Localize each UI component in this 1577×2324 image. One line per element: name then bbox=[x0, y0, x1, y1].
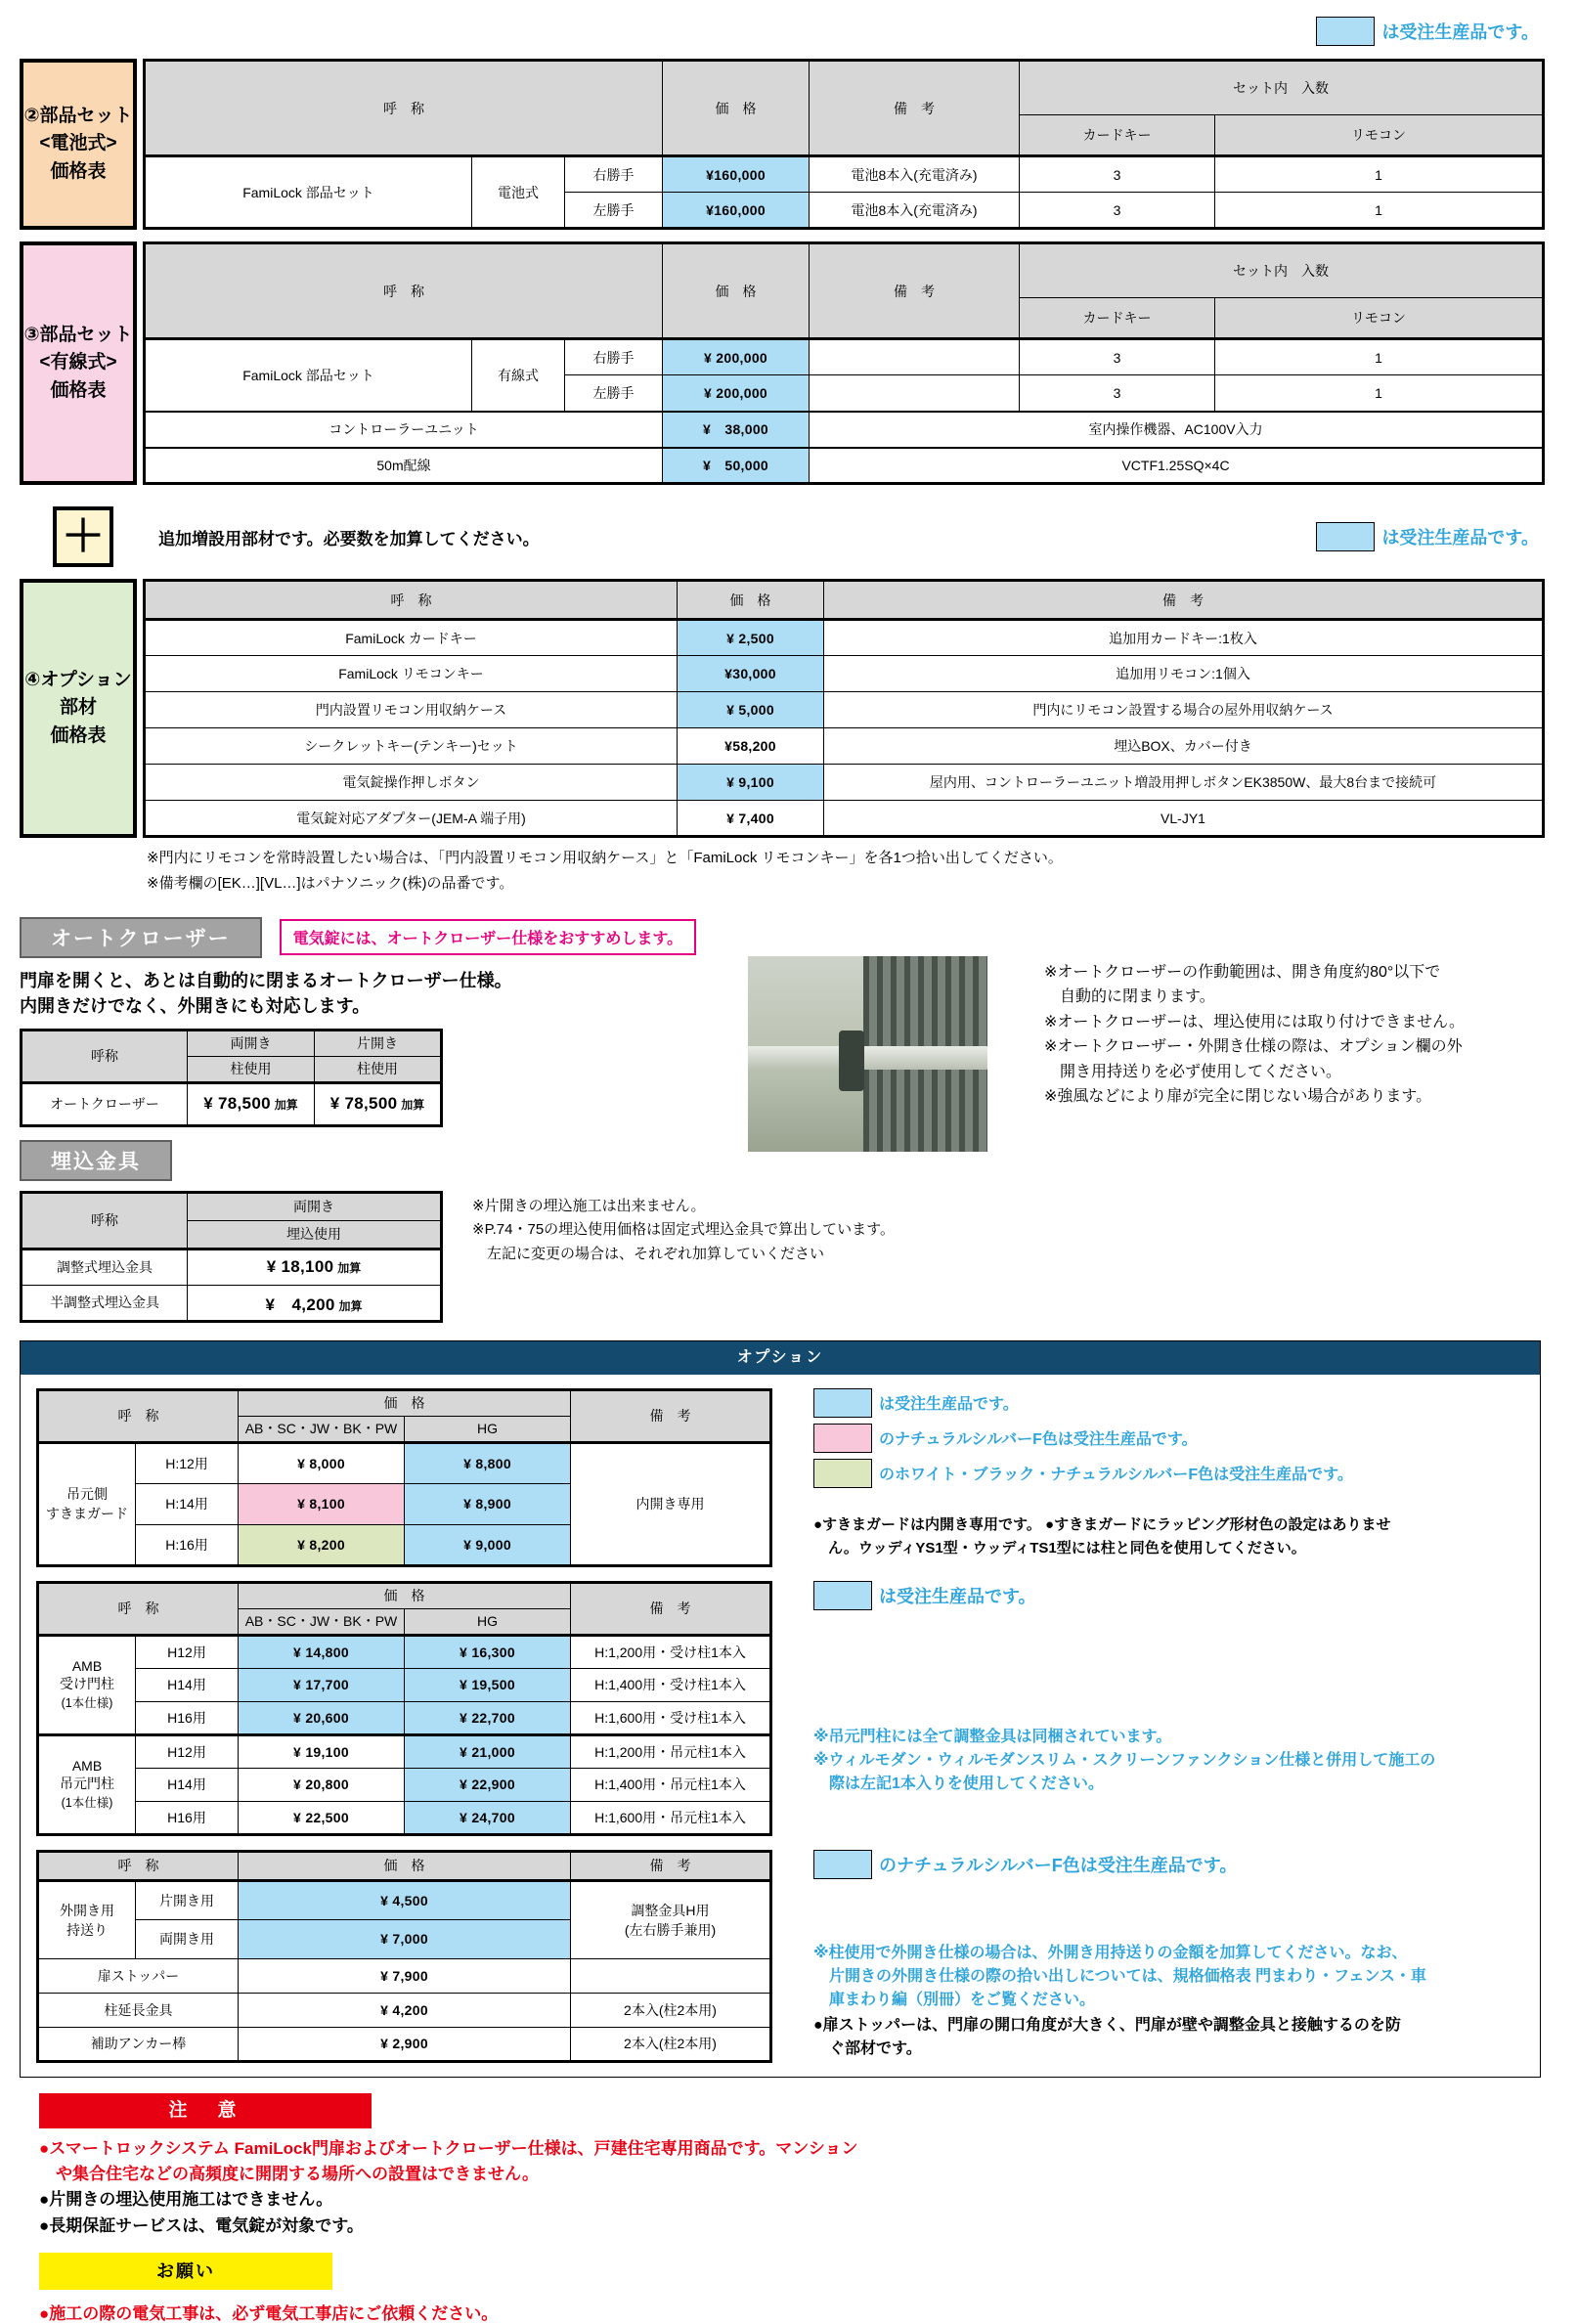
bracket-notes-blue bbox=[813, 1942, 1524, 2012]
cell-price: ¥ 4,200 bbox=[239, 1993, 571, 2027]
cell-type: 電池式 bbox=[472, 156, 565, 229]
table-row bbox=[22, 1249, 442, 1285]
cell-price: ¥ 200,000 bbox=[663, 375, 810, 412]
plus-icon: ＋ bbox=[53, 506, 113, 567]
add-suffix: 加算 bbox=[337, 1261, 362, 1275]
cell-product: FamiLock 部品セット bbox=[145, 339, 472, 412]
label-line: 価格表 bbox=[50, 379, 107, 401]
auto-closer-section bbox=[20, 917, 1541, 1124]
gap-guard-bullets bbox=[813, 1513, 1524, 1560]
option-parts-label bbox=[20, 579, 137, 838]
table-row bbox=[145, 448, 1544, 484]
header-double: 両開き bbox=[188, 1030, 315, 1056]
note-line: ※オートクローザーは、埋込使用には取り付けできません。 bbox=[1044, 1013, 1466, 1030]
table-row bbox=[145, 801, 1544, 837]
cell-price: ¥ 38,000 bbox=[663, 412, 810, 448]
cell-price: ¥160,000 bbox=[663, 156, 810, 193]
table-row bbox=[145, 692, 1544, 728]
group-line: (1本仕様) bbox=[61, 1696, 113, 1710]
note-line: ※P.74・75の埋込使用価格は固定式埋込金具で算出しています。 bbox=[472, 1221, 895, 1239]
note-line: ※オートクローザーの作動範囲は、開き角度約80°以下で bbox=[1044, 963, 1441, 981]
gap-guard-price-table bbox=[36, 1388, 772, 1567]
caution-line: や集合住宅などの高頻度に開閉する場所への設置はできません。 bbox=[39, 2164, 540, 2183]
cell-remote-qty: 1 bbox=[1215, 375, 1544, 412]
note-line: ※備考欄の[EK…][VL…]はパナソニック(株)の品番です。 bbox=[147, 875, 514, 893]
cell-price-hg: ¥ 16,300 bbox=[405, 1635, 571, 1668]
green-swatch-icon bbox=[813, 1459, 872, 1488]
table-row bbox=[38, 1442, 771, 1483]
cell-remark: 室内操作機器、AC100V入力 bbox=[810, 412, 1544, 448]
request-title: お願い bbox=[39, 2253, 332, 2290]
cell-remark: H:1,200用・吊元柱1本入 bbox=[571, 1734, 771, 1768]
header-remark: 備 考 bbox=[810, 243, 1020, 339]
bracket-notes-panel bbox=[772, 1850, 1524, 2061]
cell-price: ¥ 50,000 bbox=[663, 448, 810, 484]
table-row bbox=[38, 1958, 771, 1993]
blue-swatch-icon bbox=[813, 1850, 872, 1879]
option-parts-price-table bbox=[143, 579, 1545, 838]
legend-text: は受注生産品です。 bbox=[879, 1396, 1019, 1413]
bracket-notes-black bbox=[813, 2014, 1524, 2061]
header-colors-ab: AB・SC・JW・BK・PW bbox=[239, 1608, 405, 1635]
auto-closer-photo bbox=[748, 956, 987, 1152]
blue-swatch-icon bbox=[1316, 17, 1375, 46]
blue-swatch-icon bbox=[1316, 522, 1375, 551]
table-row bbox=[22, 1082, 442, 1125]
cell-size: H:12用 bbox=[136, 1442, 239, 1483]
table-header-row bbox=[22, 1192, 442, 1220]
cell-price bbox=[315, 1082, 442, 1125]
cell-size: H14用 bbox=[136, 1768, 239, 1801]
cell-hand: 左勝手 bbox=[565, 375, 663, 412]
table-header-row bbox=[22, 1030, 442, 1056]
price-value: ¥ 78,500 bbox=[329, 1094, 398, 1114]
cell-price-ab: ¥ 22,500 bbox=[239, 1801, 405, 1834]
option-parts-section bbox=[20, 579, 1541, 838]
note-line: ※強風などにより扉が完全に閉じない場合があります。 bbox=[1044, 1088, 1432, 1106]
caution-line: ●スマートロックシステム FamiLock門扉およびオートクローザー仕様は、戸建住宅専用商品です。マンション bbox=[39, 2138, 858, 2158]
header-pillar: 柱使用 bbox=[188, 1056, 315, 1082]
cell-price: ¥30,000 bbox=[678, 656, 824, 692]
table-row bbox=[145, 412, 1544, 448]
pink-swatch-icon bbox=[813, 1424, 872, 1453]
cell-price: ¥ 7,400 bbox=[678, 801, 824, 837]
legend-pink bbox=[813, 1424, 1524, 1453]
header-price: 価 格 bbox=[663, 61, 810, 156]
cell-name: シークレットキー(テンキー)セット bbox=[145, 728, 678, 765]
cell-remark bbox=[571, 1958, 771, 1993]
remark-line: (左右勝手兼用) bbox=[624, 1921, 717, 1938]
group-line: AMB bbox=[71, 1758, 103, 1774]
header-remote: リモコン bbox=[1215, 298, 1544, 339]
cell-remark: 2本入(柱2本用) bbox=[571, 2027, 771, 2061]
option-section-title: オプション bbox=[21, 1341, 1540, 1375]
table-row bbox=[145, 156, 1544, 193]
label-line: <電池式> bbox=[39, 133, 117, 154]
cell-price: ¥ 7,900 bbox=[239, 1958, 571, 1993]
note-line: 自動的に閉まります。 bbox=[1044, 988, 1215, 1006]
table-header-row bbox=[145, 243, 1544, 298]
cell-price bbox=[188, 1249, 442, 1285]
gate-rail bbox=[748, 1046, 987, 1070]
group-line: 吊元門柱 bbox=[60, 1776, 114, 1791]
cell-price: ¥ 2,900 bbox=[239, 2027, 571, 2061]
legend-blue bbox=[813, 1850, 1524, 1879]
option-section bbox=[20, 1340, 1541, 2078]
cell-price: ¥ 200,000 bbox=[663, 339, 810, 375]
header-pillar: 柱使用 bbox=[315, 1056, 442, 1082]
cell-name: 門内設置リモコン用収納ケース bbox=[145, 692, 678, 728]
note-line: ※吊元門柱には全て調整金具は同梱されています。 bbox=[813, 1728, 1172, 1745]
note-line: 開き用持送りを必ず使用してください。 bbox=[1044, 1063, 1342, 1080]
cell-size: H:16用 bbox=[136, 1524, 239, 1565]
gap-guard-notes-panel bbox=[772, 1388, 1524, 1560]
auto-closer-title: オートクローザー bbox=[20, 917, 262, 958]
header-colors-ab: AB・SC・JW・BK・PW bbox=[239, 1416, 405, 1442]
header-single: 片開き bbox=[315, 1030, 442, 1056]
cell-price-ab: ¥ 8,200 bbox=[239, 1524, 405, 1565]
group-line: AMB bbox=[71, 1658, 103, 1674]
cell-name: FamiLock リモコンキー bbox=[145, 656, 678, 692]
cell-name: 半調整式埋込金具 bbox=[22, 1285, 188, 1321]
embed-fitting-notes bbox=[472, 1191, 895, 1267]
embed-fitting-price-table bbox=[20, 1191, 443, 1323]
header-price: 価 格 bbox=[678, 581, 824, 620]
header-set-qty: セット内 入数 bbox=[1020, 243, 1544, 298]
header-price: 価 格 bbox=[239, 1582, 571, 1608]
cell-name: 調整式埋込金具 bbox=[22, 1249, 188, 1285]
desc-line: 内開きだけでなく、外開きにも対応します。 bbox=[20, 995, 371, 1016]
add-suffix: 加算 bbox=[338, 1298, 363, 1313]
add-suffix: 加算 bbox=[401, 1098, 425, 1113]
made-to-order-legend-mid bbox=[1316, 522, 1539, 551]
cell-remark: H:1,400用・吊元柱1本入 bbox=[571, 1768, 771, 1801]
cell-price-ab: ¥ 8,100 bbox=[239, 1483, 405, 1524]
note-line: ●扉ストッパーは、門扉の開口角度が大きく、門扉が壁や調整金具と接触するのを防 bbox=[813, 2016, 1401, 2034]
cell-size: H:14用 bbox=[136, 1483, 239, 1524]
table-row bbox=[38, 1734, 771, 1768]
label-line: ③部品セット bbox=[23, 324, 133, 345]
note-line: 庫まわり編（別冊）をご覧ください。 bbox=[813, 1991, 1096, 2008]
cell-product: FamiLock 部品セット bbox=[145, 156, 472, 229]
header-name: 呼 称 bbox=[38, 1851, 239, 1880]
cell-card-qty: 3 bbox=[1020, 193, 1215, 229]
cell-hand: 右勝手 bbox=[565, 339, 663, 375]
note-line: ※ウィルモダン・ウィルモダンスリム・スクリーンファンクション仕様と併用して施工の bbox=[813, 1751, 1436, 1769]
embed-fitting-section bbox=[20, 1140, 1541, 1323]
group-line: 吊元側 bbox=[66, 1486, 108, 1502]
header-name: 呼称 bbox=[22, 1192, 188, 1249]
header-name: 呼 称 bbox=[145, 61, 663, 156]
cell-remark: H:1,400用・受け柱1本入 bbox=[571, 1668, 771, 1701]
cell-group bbox=[38, 1734, 136, 1834]
cell-price: ¥ 9,100 bbox=[678, 765, 824, 801]
option-parts-notes bbox=[147, 846, 1560, 898]
cell-price-ab: ¥ 19,100 bbox=[239, 1734, 405, 1768]
cell-remark: H:1,200用・受け柱1本入 bbox=[571, 1635, 771, 1668]
cell-remark: 電池8本入(充電済み) bbox=[810, 193, 1020, 229]
header-name: 呼 称 bbox=[145, 581, 678, 620]
battery-set-price-table bbox=[143, 59, 1545, 230]
group-line: 持送り bbox=[66, 1921, 108, 1938]
note-line: ●すきまガードは内開き専用です。 ●すきまガードにラッピング形材色の設定はありませ bbox=[813, 1515, 1391, 1533]
header-remote: リモコン bbox=[1215, 115, 1544, 156]
cell-remark bbox=[810, 375, 1020, 412]
auto-closer-recommend-note: 電気錠には、オートクローザー仕様をおすすめします。 bbox=[280, 919, 697, 955]
table-row bbox=[38, 1701, 771, 1734]
legend-blue bbox=[813, 1581, 1524, 1610]
label-line: <有線式> bbox=[39, 352, 117, 373]
header-name: 呼 称 bbox=[145, 243, 663, 339]
table-row bbox=[38, 1668, 771, 1701]
cell-card-qty: 3 bbox=[1020, 375, 1215, 412]
cell-remote-qty: 1 bbox=[1215, 156, 1544, 193]
cell-price-ab: ¥ 20,800 bbox=[239, 1768, 405, 1801]
note-line: ※門内にリモコンを常時設置したい場合は、「門内設置リモコン用収納ケース」と「FamiLock リモコンキー」を各1つ拾い出してください。 bbox=[147, 850, 1063, 866]
bracket-price-table bbox=[36, 1850, 772, 2063]
legend-text: は受注生産品です。 bbox=[1381, 528, 1539, 548]
gate-hinge bbox=[839, 1030, 864, 1091]
cell-remark: H:1,600用・受け柱1本入 bbox=[571, 1701, 771, 1734]
table-row bbox=[38, 1993, 771, 2027]
cell-name: FamiLock カードキー bbox=[145, 620, 678, 656]
legend-text: のナチュラルシルバーF色は受注生産品です。 bbox=[879, 1855, 1238, 1875]
amb-pillar-price-table bbox=[36, 1581, 772, 1836]
wired-set-label bbox=[20, 241, 137, 485]
table-row bbox=[38, 1635, 771, 1668]
request-line: ●施工の際の電気工事は、必ず電気工事店にご依頼ください。 bbox=[39, 2303, 499, 2323]
cell-price-hg: ¥ 21,000 bbox=[405, 1734, 571, 1768]
cell-size: H12用 bbox=[136, 1734, 239, 1768]
header-remark: 備 考 bbox=[571, 1851, 771, 1880]
header-price: 価 格 bbox=[239, 1389, 571, 1416]
wired-set-price-table bbox=[143, 241, 1545, 485]
cell-size: H14用 bbox=[136, 1668, 239, 1701]
header-remark: 備 考 bbox=[810, 61, 1020, 156]
battery-set-section bbox=[20, 59, 1541, 230]
note-line: 際は左記1本入りを使用してください。 bbox=[813, 1775, 1104, 1792]
header-price: 価 格 bbox=[239, 1851, 571, 1880]
cell-price: ¥ 5,000 bbox=[678, 692, 824, 728]
table-row bbox=[145, 620, 1544, 656]
caution-lines bbox=[39, 2136, 1560, 2239]
cell-price-hg: ¥ 8,900 bbox=[405, 1483, 571, 1524]
cell-remark: VCTF1.25SQ×4C bbox=[810, 448, 1544, 484]
table-row bbox=[145, 656, 1544, 692]
table-row bbox=[145, 765, 1544, 801]
note-line: 左記に変更の場合は、それぞれ加算していください bbox=[472, 1246, 825, 1262]
caution-line: ●長期保証サービスは、電気錠が対象です。 bbox=[39, 2215, 364, 2235]
amb-pillar-notes bbox=[813, 1726, 1524, 1796]
header-card-key: カードキー bbox=[1020, 115, 1215, 156]
cell-price-hg: ¥ 19,500 bbox=[405, 1668, 571, 1701]
table-row bbox=[38, 1801, 771, 1834]
cell-size: H16用 bbox=[136, 1701, 239, 1734]
cell-remark bbox=[571, 1880, 771, 1958]
label-line: ②部品セット bbox=[23, 105, 133, 126]
header-card-key: カードキー bbox=[1020, 298, 1215, 339]
cell-name: 50m配線 bbox=[145, 448, 663, 484]
wired-set-section bbox=[20, 241, 1541, 485]
table-row bbox=[145, 339, 1544, 375]
cell-remote-qty: 1 bbox=[1215, 339, 1544, 375]
cell-group bbox=[38, 1880, 136, 1958]
cell-remark: 電池8本入(充電済み) bbox=[810, 156, 1020, 193]
blue-swatch-icon bbox=[813, 1581, 872, 1610]
cell-price-ab: ¥ 8,000 bbox=[239, 1442, 405, 1483]
cell-price bbox=[188, 1082, 315, 1125]
header-remark: 備 考 bbox=[824, 581, 1544, 620]
group-line: すきまガード bbox=[46, 1506, 128, 1521]
header-name: 呼称 bbox=[22, 1030, 188, 1082]
header-remark: 備 考 bbox=[571, 1389, 771, 1442]
cell-name: 電気錠操作押しボタン bbox=[145, 765, 678, 801]
gap-guard-group bbox=[21, 1375, 1540, 1567]
auto-closer-price-table bbox=[20, 1029, 443, 1127]
cell-group bbox=[38, 1442, 136, 1565]
cell-price-ab: ¥ 17,700 bbox=[239, 1668, 405, 1701]
table-header-row bbox=[145, 581, 1544, 620]
legend-text: のホワイト・ブラック・ナチュラルシルバーF色は受注生産品です。 bbox=[879, 1467, 1353, 1483]
cell-price-hg: ¥ 24,700 bbox=[405, 1801, 571, 1834]
made-to-order-legend-top bbox=[0, 0, 1560, 47]
cell-remark bbox=[810, 339, 1020, 375]
caution-line: ●片開きの埋込使用施工はできません。 bbox=[39, 2190, 333, 2210]
label-line: ④オプション bbox=[24, 669, 132, 690]
cell-remark: 埋込BOX、カバー付き bbox=[824, 728, 1544, 765]
note-line: ぐ部材です。 bbox=[813, 2039, 922, 2057]
cell-name: オートクローザー bbox=[22, 1082, 188, 1125]
cell-remark: 内開き専用 bbox=[571, 1442, 771, 1565]
cell-name: 柱延長金具 bbox=[38, 1993, 239, 2027]
note-line: ん。ウッディYS1型・ウッディTS1型には柱と同色を使用してください。 bbox=[813, 1539, 1306, 1557]
header-name: 呼 称 bbox=[38, 1389, 239, 1442]
cell-remote-qty: 1 bbox=[1215, 193, 1544, 229]
caution-title: 注 意 bbox=[39, 2093, 372, 2128]
cell-name: 電気錠対応アダプター(JEM-A 端子用) bbox=[145, 801, 678, 837]
header-remark: 備 考 bbox=[571, 1582, 771, 1635]
cell-name: 補助アンカー棒 bbox=[38, 2027, 239, 2061]
cell-remark: 追加用カードキー:1枚入 bbox=[824, 620, 1544, 656]
group-line: 受け門柱 bbox=[60, 1676, 114, 1691]
table-row bbox=[38, 2027, 771, 2061]
auto-closer-notes bbox=[1044, 960, 1577, 1111]
desc-line: 門扉を開くと、あとは自動的に閉まるオートクローザー仕様。 bbox=[20, 970, 512, 990]
legend-green bbox=[813, 1459, 1524, 1488]
cell-card-qty: 3 bbox=[1020, 339, 1215, 375]
add-suffix: 加算 bbox=[274, 1098, 298, 1113]
cell-size: H12用 bbox=[136, 1635, 239, 1668]
cell-remark: 追加用リモコン:1個入 bbox=[824, 656, 1544, 692]
cell-remark: H:1,600用・吊元柱1本入 bbox=[571, 1801, 771, 1834]
amb-pillar-group bbox=[21, 1567, 1540, 1836]
header-color-hg: HG bbox=[405, 1416, 571, 1442]
cell-name: 扉ストッパー bbox=[38, 1958, 239, 1993]
cell-price: ¥ 4,500 bbox=[239, 1880, 571, 1919]
table-row bbox=[145, 728, 1544, 765]
table-header-row bbox=[38, 1582, 771, 1608]
cell-price: ¥ 2,500 bbox=[678, 620, 824, 656]
cell-type: 有線式 bbox=[472, 339, 565, 412]
cell-remark: VL-JY1 bbox=[824, 801, 1544, 837]
legend-text: は受注生産品です。 bbox=[1381, 22, 1539, 42]
note-line: ※片開きの埋込施工は出来ません。 bbox=[472, 1197, 706, 1214]
embed-fitting-title: 埋込金具 bbox=[20, 1140, 172, 1181]
cell-name: コントローラーユニット bbox=[145, 412, 663, 448]
cell-price: ¥58,200 bbox=[678, 728, 824, 765]
cell-price-ab: ¥ 14,800 bbox=[239, 1635, 405, 1668]
header-embed-use: 埋込使用 bbox=[188, 1220, 442, 1249]
label-line: 部材 bbox=[59, 697, 97, 719]
label-line: 価格表 bbox=[50, 160, 107, 182]
cell-price-hg: ¥ 22,700 bbox=[405, 1701, 571, 1734]
cell-price-hg: ¥ 8,800 bbox=[405, 1442, 571, 1483]
price-value: ¥ 18,100 bbox=[266, 1257, 334, 1276]
label-line: 価格表 bbox=[50, 724, 107, 746]
remark-line: 調整金具H用 bbox=[631, 1902, 710, 1918]
legend-text: は受注生産品です。 bbox=[879, 1586, 1036, 1606]
cell-remark: 2本入(柱2本用) bbox=[571, 1993, 771, 2027]
cell-price-hg: ¥ 9,000 bbox=[405, 1524, 571, 1565]
cell-hand: 右勝手 bbox=[565, 156, 663, 193]
cell-price: ¥160,000 bbox=[663, 193, 810, 229]
legend-blue bbox=[813, 1388, 1524, 1418]
note-line: ※柱使用で外開き仕様の場合は、外開き用持送りの金額を加算してください。なお、 bbox=[813, 1944, 1408, 1961]
cell-size: 片開き用 bbox=[136, 1880, 239, 1919]
cell-hand: 左勝手 bbox=[565, 193, 663, 229]
additional-parts-row bbox=[20, 506, 1541, 567]
header-name: 呼 称 bbox=[38, 1582, 239, 1635]
legend-text: のナチュラルシルバーF色は受注生産品です。 bbox=[879, 1431, 1198, 1448]
cell-price bbox=[188, 1285, 442, 1321]
table-header-row bbox=[145, 61, 1544, 115]
table-row bbox=[38, 1768, 771, 1801]
cell-remark: 屋内用、コントローラーユニット増設用押しボタンEK3850W、最大8台まで接続可 bbox=[824, 765, 1544, 801]
header-set-qty: セット内 入数 bbox=[1020, 61, 1544, 115]
header-price: 価 格 bbox=[663, 243, 810, 339]
price-value: ¥ 4,200 bbox=[265, 1294, 335, 1314]
price-value: ¥ 78,500 bbox=[203, 1094, 271, 1114]
blue-swatch-icon bbox=[813, 1388, 872, 1418]
additional-parts-note: 追加増設用部材です。必要数を加算してください。 bbox=[158, 529, 540, 548]
cell-size: 両開き用 bbox=[136, 1919, 239, 1958]
cell-price-ab: ¥ 20,600 bbox=[239, 1701, 405, 1734]
table-header-row bbox=[38, 1851, 771, 1880]
bracket-group bbox=[21, 1836, 1540, 2063]
group-line: 外開き用 bbox=[60, 1902, 114, 1918]
cell-group bbox=[38, 1635, 136, 1734]
amb-pillar-notes-panel bbox=[772, 1581, 1524, 1796]
note-line: 片開きの外開き仕様の際の拾い出しについては、規格価格表 門まわり・フェンス・車 bbox=[813, 1967, 1426, 1985]
table-header-row bbox=[38, 1389, 771, 1416]
table-row bbox=[22, 1285, 442, 1321]
cell-size: H16用 bbox=[136, 1801, 239, 1834]
header-color-hg: HG bbox=[405, 1608, 571, 1635]
cell-card-qty: 3 bbox=[1020, 156, 1215, 193]
cell-price: ¥ 7,000 bbox=[239, 1919, 571, 1958]
note-line: ※オートクローザー・外開き仕様の際は、オプション欄の外 bbox=[1044, 1038, 1463, 1056]
header-double: 両開き bbox=[188, 1192, 442, 1220]
group-line: (1本仕様) bbox=[61, 1796, 113, 1810]
cell-remark: 門内にリモコン設置する場合の屋外用収納ケース bbox=[824, 692, 1544, 728]
battery-set-label bbox=[20, 59, 137, 230]
cell-price-hg: ¥ 22,900 bbox=[405, 1768, 571, 1801]
table-row bbox=[38, 1880, 771, 1919]
